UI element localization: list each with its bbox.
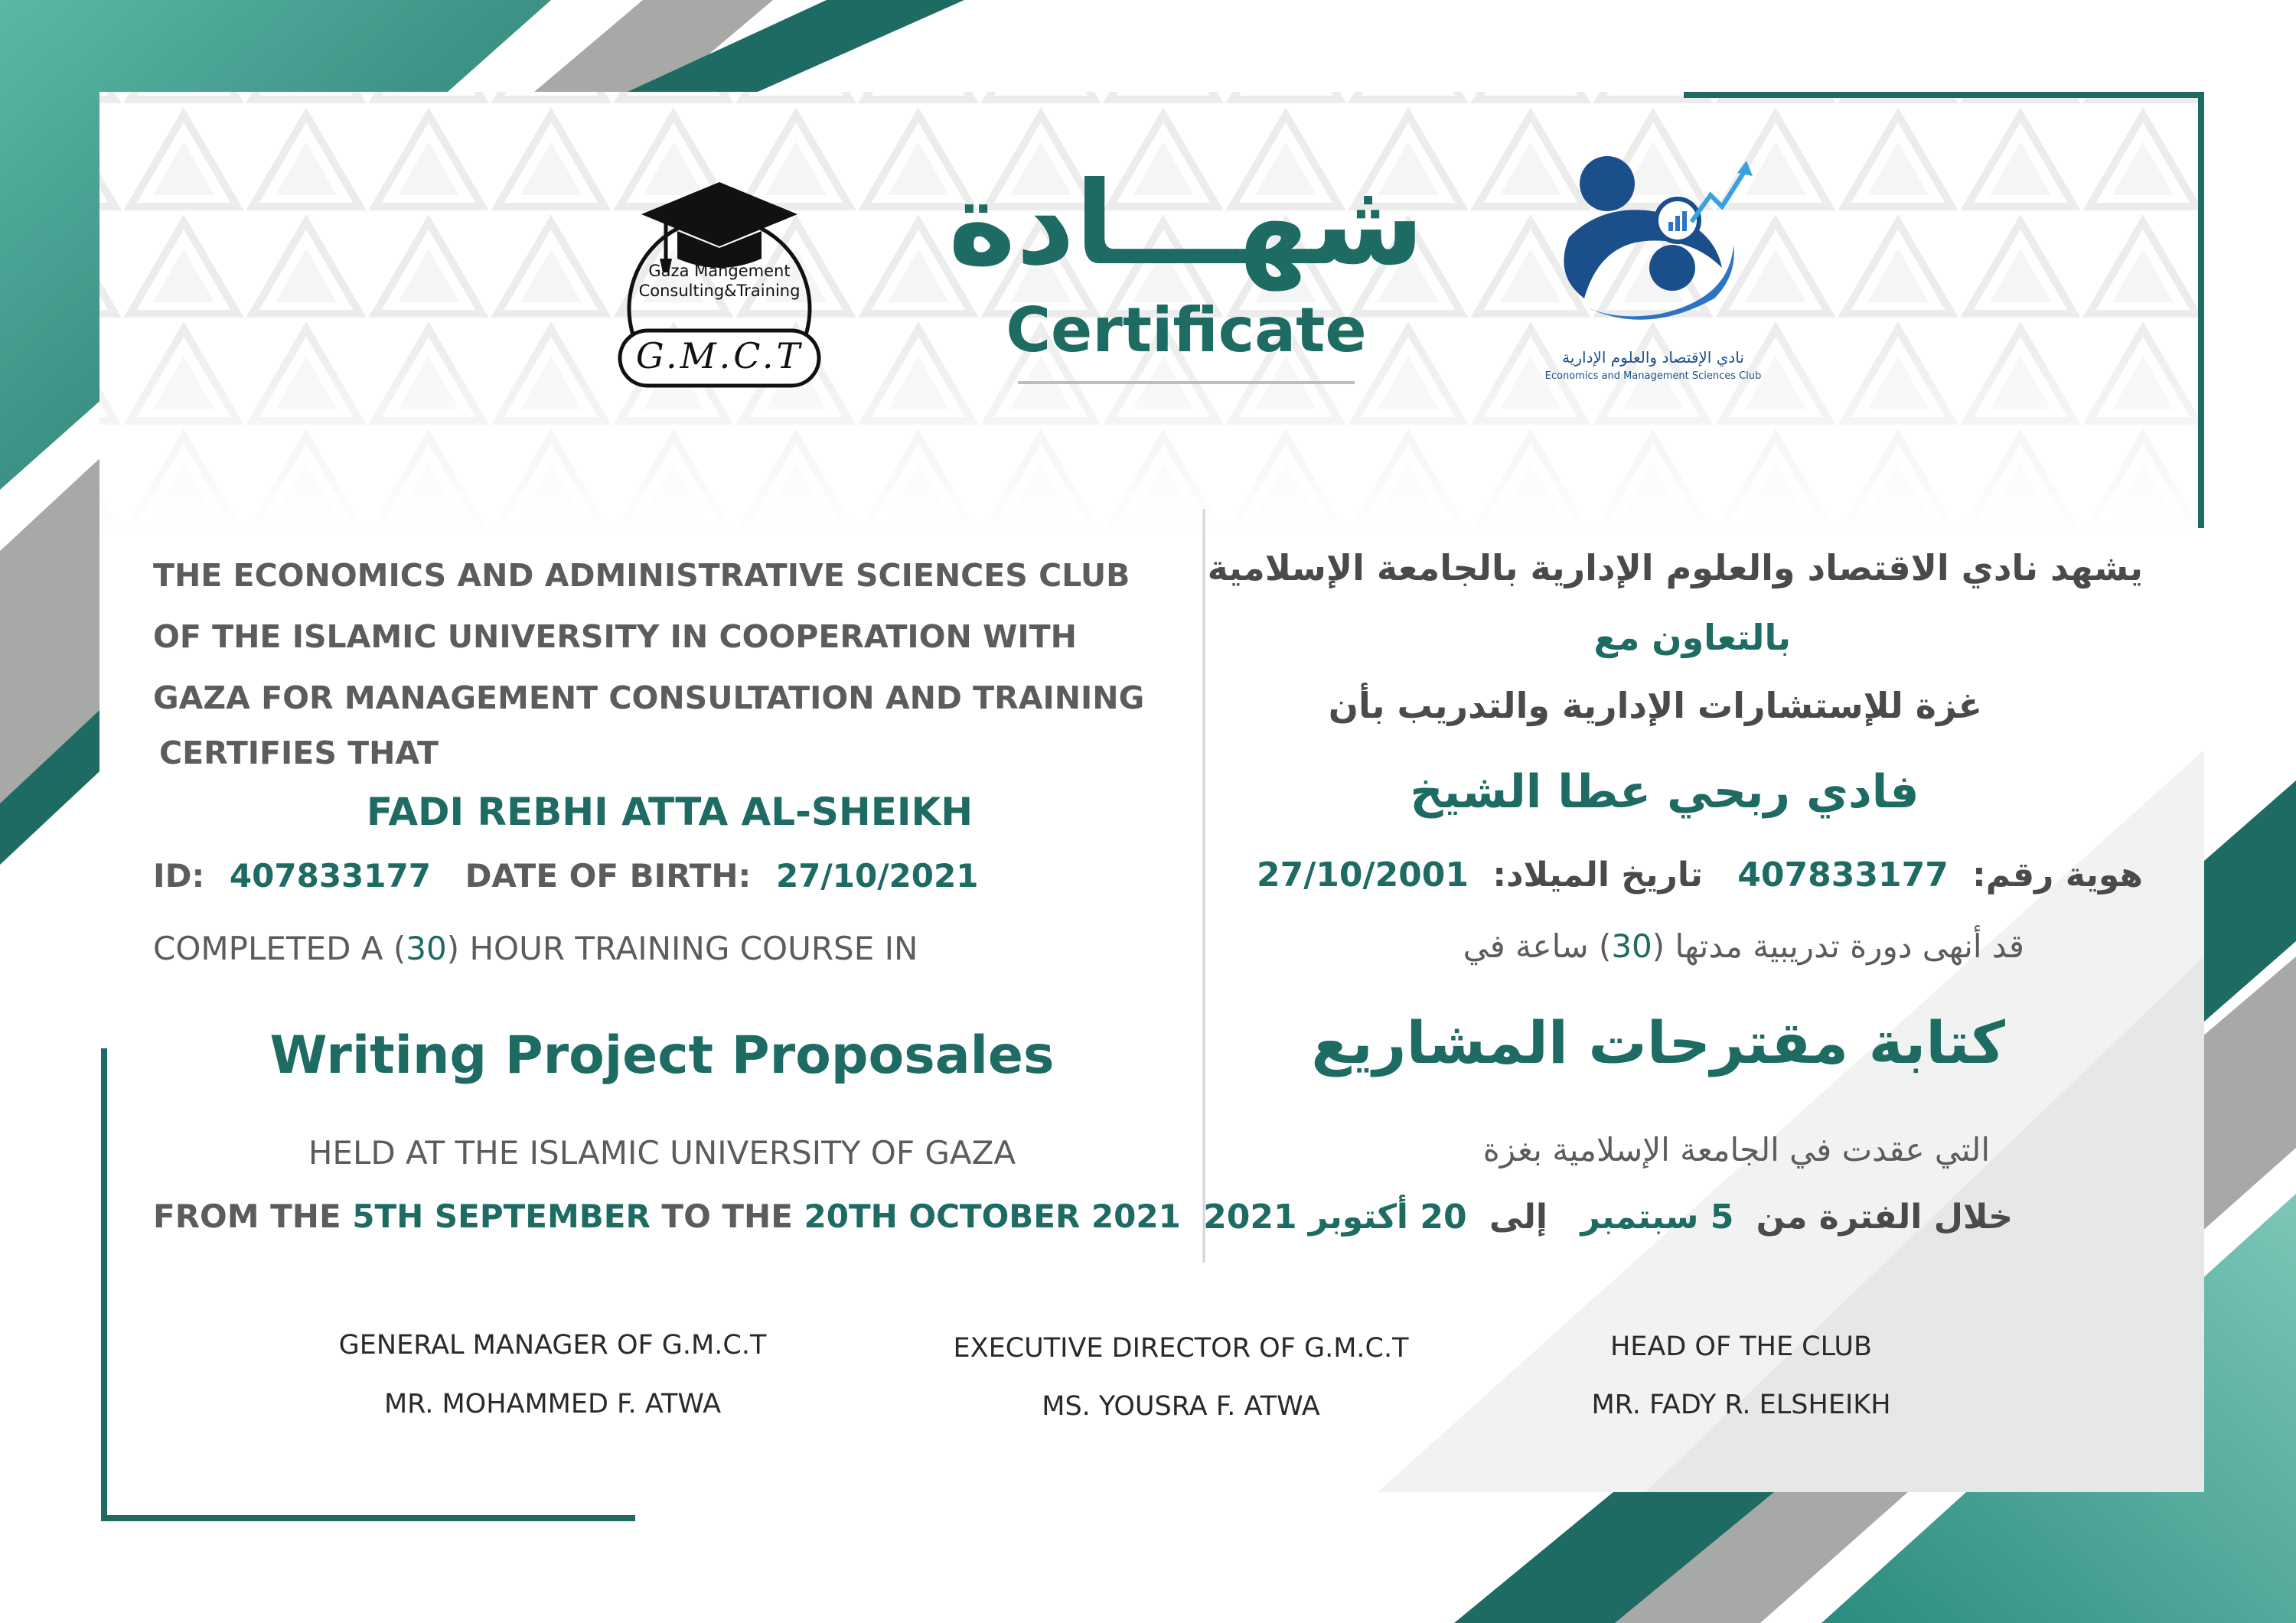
arabic-period-label: خلال الفترة من bbox=[1756, 1198, 2013, 1237]
english-to-date: 20TH OCTOBER 2021 bbox=[804, 1198, 1181, 1235]
club-logo bbox=[1531, 153, 1776, 390]
club-logo-name-english: Economics and Management Sciences Club bbox=[1544, 370, 1762, 382]
english-completed-prefix: COMPLETED A ( bbox=[153, 930, 406, 967]
gmct-logo-line1: Gaza Mangement bbox=[648, 262, 791, 280]
recipient-name-english: FADI REBHI ATTA AL-SHEIKH bbox=[366, 790, 974, 834]
arabic-completed-prefix: قد أنهى دورة تدريبية مدتها ( bbox=[1652, 927, 2024, 965]
english-held-line: HELD AT THE ISLAMIC UNIVERSITY OF GAZA bbox=[308, 1134, 1016, 1172]
english-intro-line-1: THE ECONOMICS AND ADMINISTRATIVE SCIENCES CLUB bbox=[153, 557, 1130, 594]
gmct-logo-line2: Consulting&Training bbox=[638, 282, 801, 300]
arabic-id-label: هوية رقم: bbox=[1972, 855, 2143, 895]
english-id-label: ID: bbox=[153, 857, 205, 895]
arabic-dob-label: تاريخ الميلاد: bbox=[1492, 855, 1703, 895]
gmct-logo bbox=[612, 161, 827, 390]
english-period-line bbox=[153, 1198, 1181, 1235]
signature-name: MR. FADY R. ELSHEIKH bbox=[1591, 1390, 1891, 1420]
english-completed-suffix: ) HOUR TRAINING COURSE IN bbox=[446, 930, 918, 967]
arabic-dob-value: 27/10/2001 bbox=[1256, 855, 1469, 895]
arabic-completed-line bbox=[1463, 927, 2024, 965]
english-intro-line-3: GAZA FOR MANAGEMENT CONSULTATION AND TRAINING bbox=[153, 680, 1145, 716]
arabic-intro-line-2: بالتعاون مع bbox=[1593, 617, 1791, 658]
english-from-label: FROM THE bbox=[153, 1198, 353, 1235]
arabic-id-value: 407833177 bbox=[1737, 855, 1949, 895]
signature-title: HEAD OF THE CLUB bbox=[1609, 1331, 1873, 1362]
growth-chart-icon bbox=[1538, 153, 1768, 344]
recipient-name-arabic: فادي ربحي عطا الشيخ bbox=[1410, 765, 1919, 819]
arabic-to-label: إلى bbox=[1489, 1198, 1548, 1237]
english-from-date: 5TH SEPTEMBER bbox=[352, 1198, 651, 1235]
arabic-intro-line-3: غزة للإستشارات الإدارية والتدريب بأن bbox=[1328, 685, 1982, 726]
english-hours-value: 30 bbox=[406, 930, 447, 967]
english-dob-value: 27/10/2021 bbox=[775, 857, 979, 895]
arabic-hours-value: 30 bbox=[1611, 927, 1652, 965]
arabic-period-line bbox=[1203, 1198, 2013, 1237]
certificate-title-english: Certificate bbox=[1006, 295, 1367, 366]
signature-title: GENERAL MANAGER OF G.M.C.T bbox=[338, 1330, 767, 1361]
english-completed-line bbox=[153, 930, 918, 967]
graduation-cap-icon bbox=[635, 176, 804, 275]
english-dob-label: DATE OF BIRTH: bbox=[465, 857, 752, 895]
arabic-completed-suffix: ) ساعة في bbox=[1463, 927, 1612, 965]
signature-name: MR. MOHAMMED F. ATWA bbox=[383, 1389, 722, 1419]
arabic-id-row bbox=[1257, 855, 2143, 895]
english-intro-line-4: CERTIFIES THAT bbox=[159, 735, 439, 771]
english-intro-line-2: OF THE ISLAMIC UNIVERSITY IN COOPERATION WITH bbox=[153, 618, 1077, 655]
course-title-english: Writing Project Proposales bbox=[269, 1025, 1055, 1086]
club-logo-name-arabic: نادي الإقتصاد والعلوم الإدارية bbox=[1562, 348, 1744, 367]
arabic-intro-line-1: يشهد نادي الاقتصاد والعلوم الإدارية بالجامعة الإسلامية bbox=[1207, 547, 2143, 588]
signature-title: EXECUTIVE DIRECTOR OF G.M.C.T bbox=[953, 1333, 1409, 1364]
certificate-title-arabic: شهـــادة bbox=[947, 158, 1425, 291]
english-id-row bbox=[153, 857, 978, 895]
signature-name: MS. YOUSRA F. ATWA bbox=[1042, 1391, 1320, 1422]
course-title-arabic: كتابة مقترحات المشاريع bbox=[1311, 1009, 2005, 1077]
arabic-to-date: 20 أكتوبر 2021 bbox=[1203, 1198, 1467, 1237]
gmct-logo-abbr: G.M.C.T bbox=[635, 335, 804, 376]
arabic-from-date: 5 سبتمبر bbox=[1580, 1198, 1734, 1237]
arabic-held-line: التي عقدت في الجامعة الإسلامية بغزة bbox=[1482, 1131, 1990, 1168]
english-id-value: 407833177 bbox=[229, 857, 431, 895]
english-to-label: TO THE bbox=[650, 1198, 804, 1235]
